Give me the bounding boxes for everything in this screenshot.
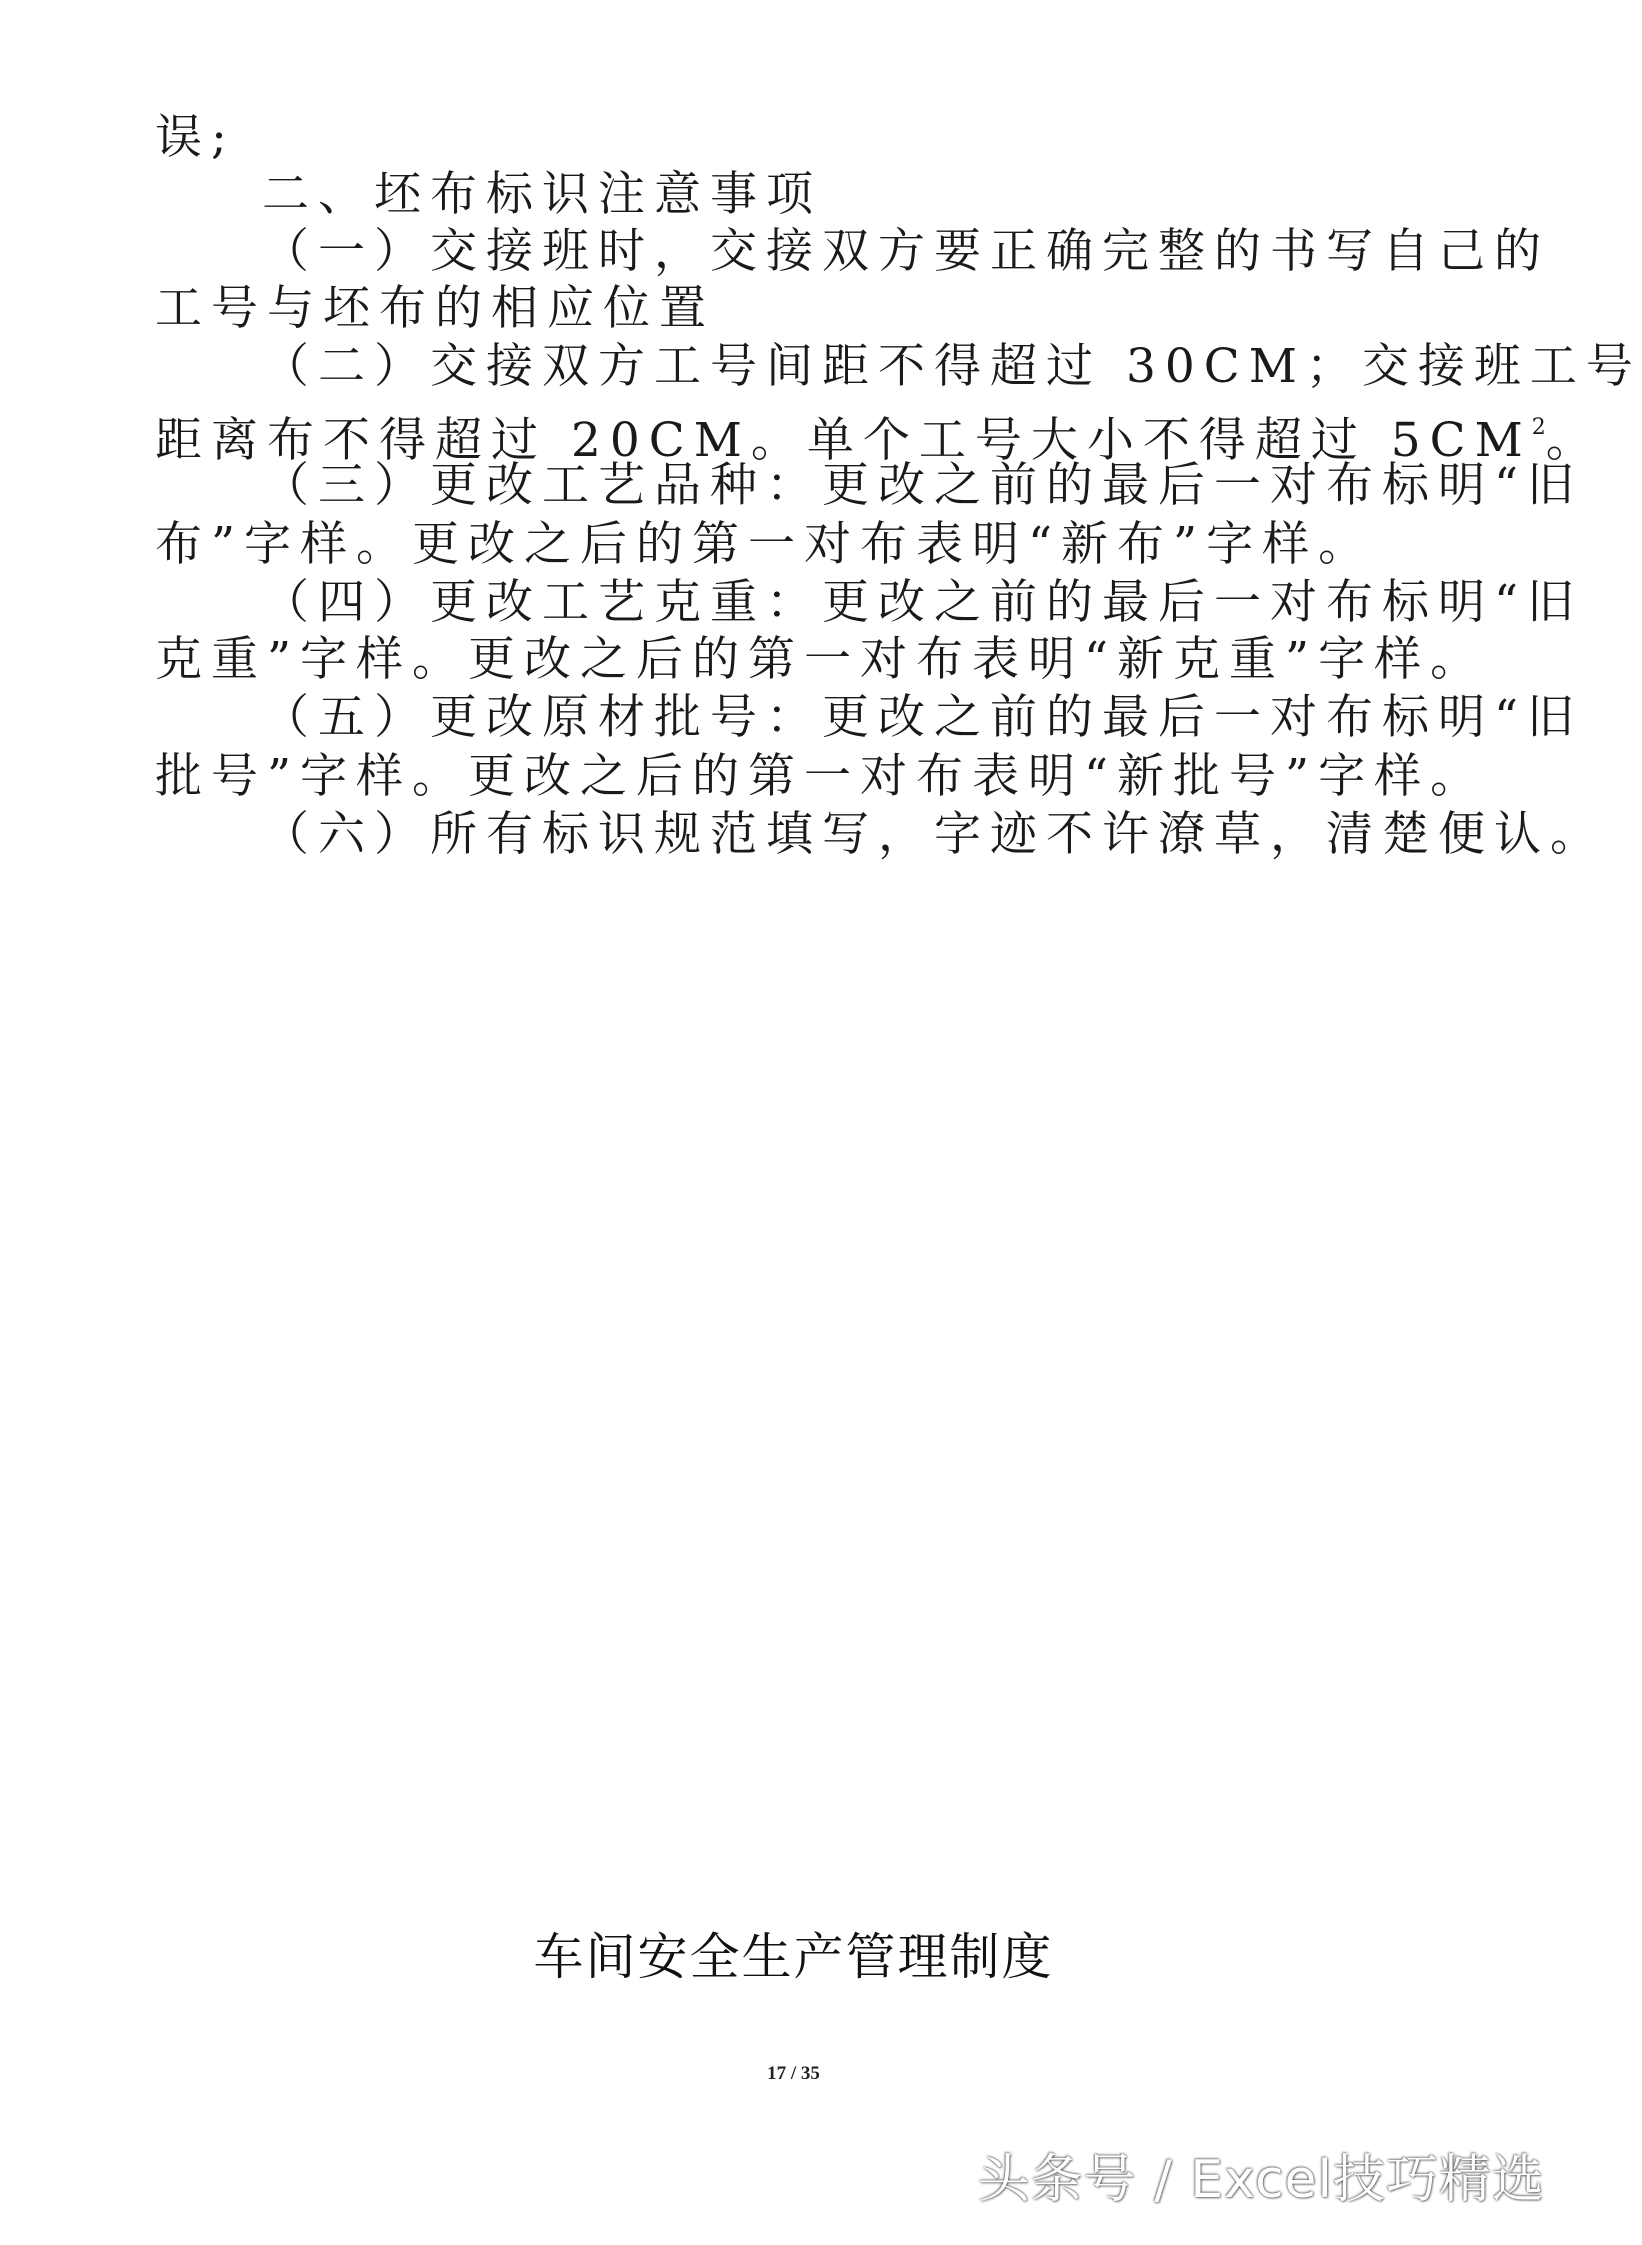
body-line-5: （二）交接双方工号间距不得超过 30CM；交接班工号	[262, 339, 1642, 394]
body-line-3: （一）交接班时，交接双方要正确完整的书写自己的	[262, 224, 1550, 279]
body-line-1: 误;	[155, 110, 236, 165]
body-line-10: 克重”字样。更改之后的第一对布表明“新克重”字样。	[155, 632, 1487, 687]
body-line-6-end: 。	[1545, 413, 1602, 468]
body-line-11: （五）更改原材批号：更改之前的最后一对布标明“旧	[262, 690, 1584, 745]
body-line-6-text: 距离布不得超过 20CM。单个工号大小不得超过 5CM	[155, 413, 1532, 468]
body-line-7: （三）更改工艺品种：更改之前的最后一对布标明“旧	[262, 458, 1584, 513]
page-number: 17 / 35	[767, 2063, 820, 2084]
body-line-9: （四）更改工艺克重：更改之前的最后一对布标明“旧	[262, 575, 1584, 630]
superscript-2: 2	[1531, 415, 1546, 440]
body-line-13: （六）所有标识规范填写，字迹不许潦草，清楚便认。	[262, 807, 1606, 862]
body-line-8: 布”字样。更改之后的第一对布表明“新布”字样。	[155, 517, 1375, 572]
section-heading: 二、坯布标识注意事项	[262, 167, 822, 222]
body-line-12: 批号”字样。更改之后的第一对布表明“新批号”字样。	[155, 749, 1487, 804]
watermark: 头条号 / Excel技巧精选	[977, 2150, 1545, 2210]
next-section-title: 车间安全生产管理制度	[533, 1928, 1054, 1986]
body-line-4: 工号与坯布的相应位置	[155, 281, 715, 336]
